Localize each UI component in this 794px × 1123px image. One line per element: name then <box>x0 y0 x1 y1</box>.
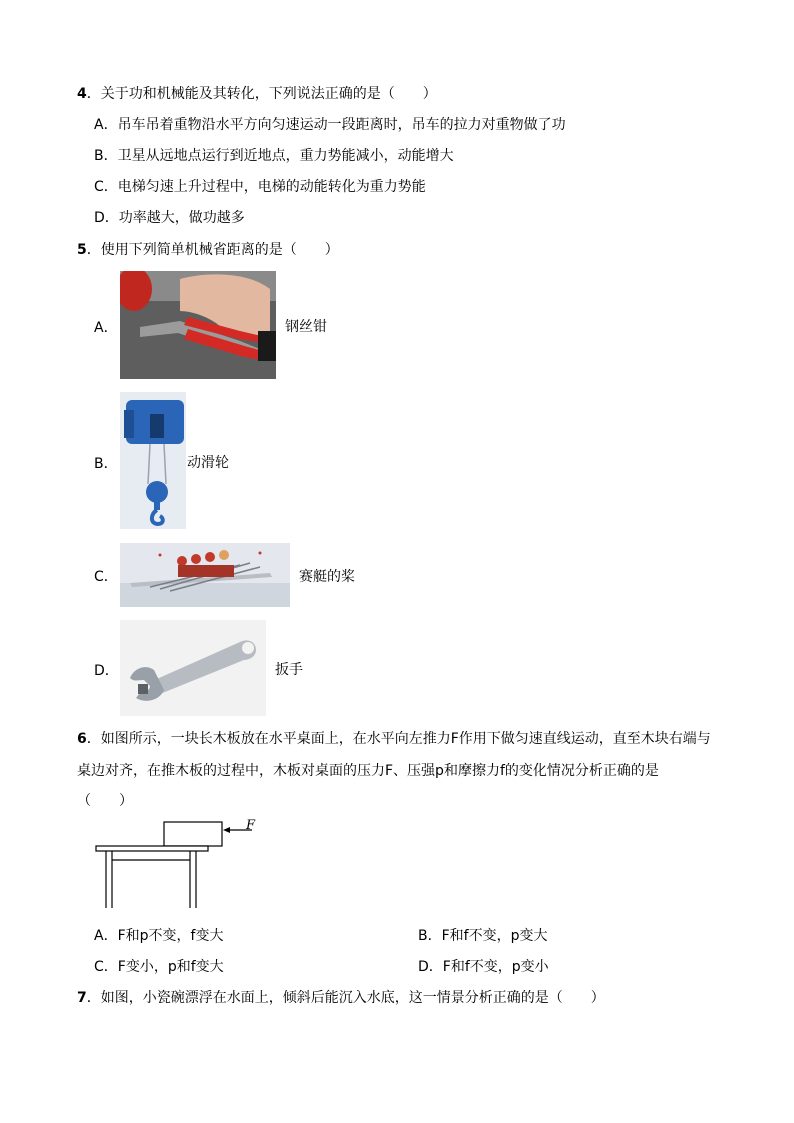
question-4-stem <box>77 83 437 103</box>
rowing-boat-icon <box>120 543 290 607</box>
table-board-figure <box>94 818 264 912</box>
question-number: 7 <box>77 990 87 1006</box>
question-5-option-a-caption: 钢丝钳 <box>285 319 327 335</box>
question-text: ．如图所示，一块长木板放在水平桌面上，在水平向左推力F作用下做匀速直线运动，直至木块右端与 <box>86 731 711 747</box>
question-4-option-a: A．吊车吊着重物沿水平方向匀速运动一段距离时，吊车的拉力对重物做了功 <box>94 117 566 133</box>
question-5-stem <box>77 239 339 259</box>
question-4-option-d: D．功率越大，做功越多 <box>94 210 245 226</box>
question-5-option-c-letter: C． <box>94 569 118 585</box>
table-board-diagram <box>94 818 264 912</box>
wrench-photo <box>120 620 266 716</box>
question-5-option-c-caption: 赛艇的桨 <box>299 569 355 585</box>
rowing-boat-photo <box>120 543 290 607</box>
question-4-option-b: B．卫星从远地点运行到近地点，重力势能减小，动能增大 <box>94 148 454 164</box>
question-6-stem-line-1 <box>77 728 711 748</box>
question-6-option-c: C．F变小，p和f变大 <box>94 959 224 975</box>
question-5-option-b-letter: B． <box>94 456 118 472</box>
force-label: F <box>246 818 256 833</box>
question-text: ．如图，小瓷碗漂浮在水面上，倾斜后能沉入水底，这一情景分析正确的是（ ） <box>86 990 605 1006</box>
pliers-photo <box>120 271 276 379</box>
question-7-stem <box>77 987 605 1007</box>
question-4-option-c: C．电梯匀速上升过程中，电梯的动能转化为重力势能 <box>94 179 426 195</box>
question-6-option-d: D．F和f不变，p变小 <box>418 959 549 975</box>
question-6-stem-line-3: （ ） <box>77 793 133 809</box>
pliers-icon <box>120 271 276 379</box>
question-text: ．关于功和机械能及其转化，下列说法正确的是（ ） <box>86 86 437 102</box>
question-5-option-d-caption: 扳手 <box>275 662 303 678</box>
question-5-option-a-letter: A． <box>94 320 118 336</box>
question-6-option-a: A．F和p不变，f变大 <box>94 928 224 944</box>
question-6-option-b: B．F和f不变，p变大 <box>418 928 548 944</box>
question-5-option-d-letter: D． <box>94 663 119 679</box>
question-6-stem-line-2: 桌边对齐，在推木板的过程中，木板对桌面的压力F、压强p和摩擦力f的变化情况分析正确的是 <box>77 763 659 779</box>
question-5-option-b-caption: 动滑轮 <box>187 455 229 471</box>
question-number: 6 <box>77 731 87 747</box>
hoist-pulley-photo <box>120 392 186 529</box>
question-text: ．使用下列简单机械省距离的是（ ） <box>86 242 339 258</box>
wrench-icon <box>120 620 266 716</box>
hoist-icon <box>120 392 186 529</box>
question-number: 4 <box>77 86 87 102</box>
question-number: 5 <box>77 242 87 258</box>
